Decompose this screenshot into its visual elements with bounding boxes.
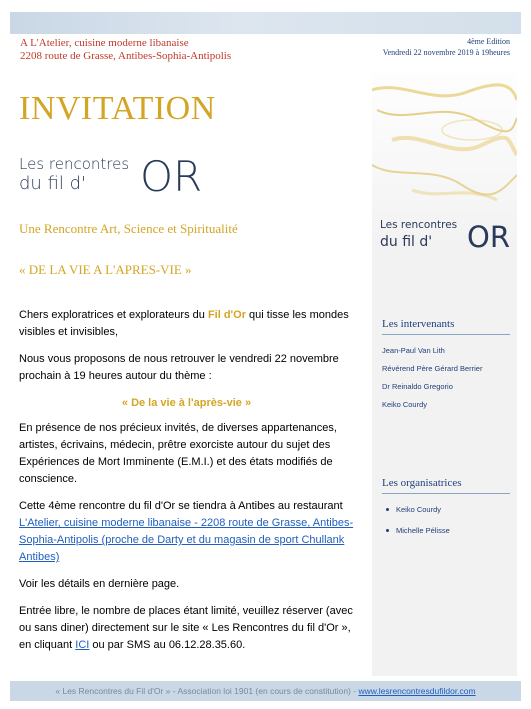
speakers-heading: Les intervenants [382,318,510,335]
invitation-body [19,307,354,664]
booking-link[interactable]: ICI [75,639,90,651]
date-label: Vendredi 22 novembre 2019 à 19heures [382,48,510,57]
footer-text: « Les Rencontres du Fil d'Or » - Association loi 1901 (en cours de constitution) - [55,686,359,696]
fil-dor-highlight: Fil d'Or [207,309,246,321]
logo-line-1: Les rencontres [19,155,130,173]
subtitle: Une Rencontre Art, Science et Spiritualité [19,221,238,236]
side-logo-line-1: Les rencontres [380,219,458,231]
speaker-item: Dr Reinaldo Gregorio [382,382,453,391]
speakers-section [382,318,510,417]
organizers-heading: Les organisatrices [382,477,510,494]
speaker-item: Keiko Courdy [382,400,428,409]
paragraph-guests: En présence de nos précieux invités, de diverses appartenances, artistes, écrivains, médecin, prêtre exorciste autour du sujet des Expériences de Mort Imminente (E.M.I.) et des états modifiés de conscience. [19,422,337,485]
top-band [10,12,521,34]
footer [10,681,521,701]
side-logo-line-2: du fil d' [380,234,433,250]
paragraph-greeting: Chers exploratrices et explorateurs du Fil d'Or qui tisse les mondes visibles et invisibles, [19,309,349,338]
venue-address [20,37,231,63]
event-date [383,36,510,58]
main-logo [18,150,204,200]
organizer-item: Keiko Courdy [386,504,510,516]
speaker-item: Jean-Paul Van Lith [382,346,445,355]
edition-label: 4ème Edition [467,37,510,46]
side-logo-mark: OR [467,220,510,254]
logo-mark: OR [140,152,203,200]
sidebar-logo [378,215,513,257]
paragraph-booking: Entrée libre, le nombre de places étant limité, veuillez réserver (avec ou sans diner) directement sur le site « Les Rencontres du fil d'Or », en cliquant ICI ou par SMS au 06.12.28.35.60. [19,605,353,651]
speaker-item: Révérend Père Gérard Berrier [382,364,483,373]
organizers-section [382,477,510,546]
theme-quote: « De la vie à l'après-vie » [121,397,252,409]
page-title: INVITATION [19,90,216,127]
organizers-list [382,504,510,537]
venue-line-1: A L'Atelier, cuisine moderne libanaise [20,37,189,49]
theme-heading: « DE LA VIE A L'APRES-VIE » [19,262,192,277]
website-link[interactable]: www.lesrencontresdufildor.com [358,686,476,696]
logo-line-2: du fil d' [19,173,86,194]
venue-link[interactable]: L'Atelier, cuisine moderne libanaise - 2208 route de Grasse, Antibes-Sophia-Antipolis (proche de Darty et du magasin de sport Chullank Antibes) [19,517,354,563]
sidebar [372,70,517,676]
organizer-item: Michelle Pélisse [386,525,510,537]
venue-line-2: 2208 route de Grasse, Antibes-Sophia-Antipolis [20,50,232,62]
paragraph-details: Voir les détails en dernière page. [19,578,180,590]
paragraph-venue: Cette 4ème rencontre du fil d'Or se tiendra à Antibes au restaurant L'Atelier, cuisine moderne libanaise - 2208 route de Grasse, Antibes-Sophia-Antipolis (proche de Darty et du magasin de sport Chullank Antibes) [19,500,354,563]
paragraph-proposal: Nous vous proposons de nous retrouver le vendredi 22 novembre prochain à 19 heures autour du thème : [19,353,339,382]
